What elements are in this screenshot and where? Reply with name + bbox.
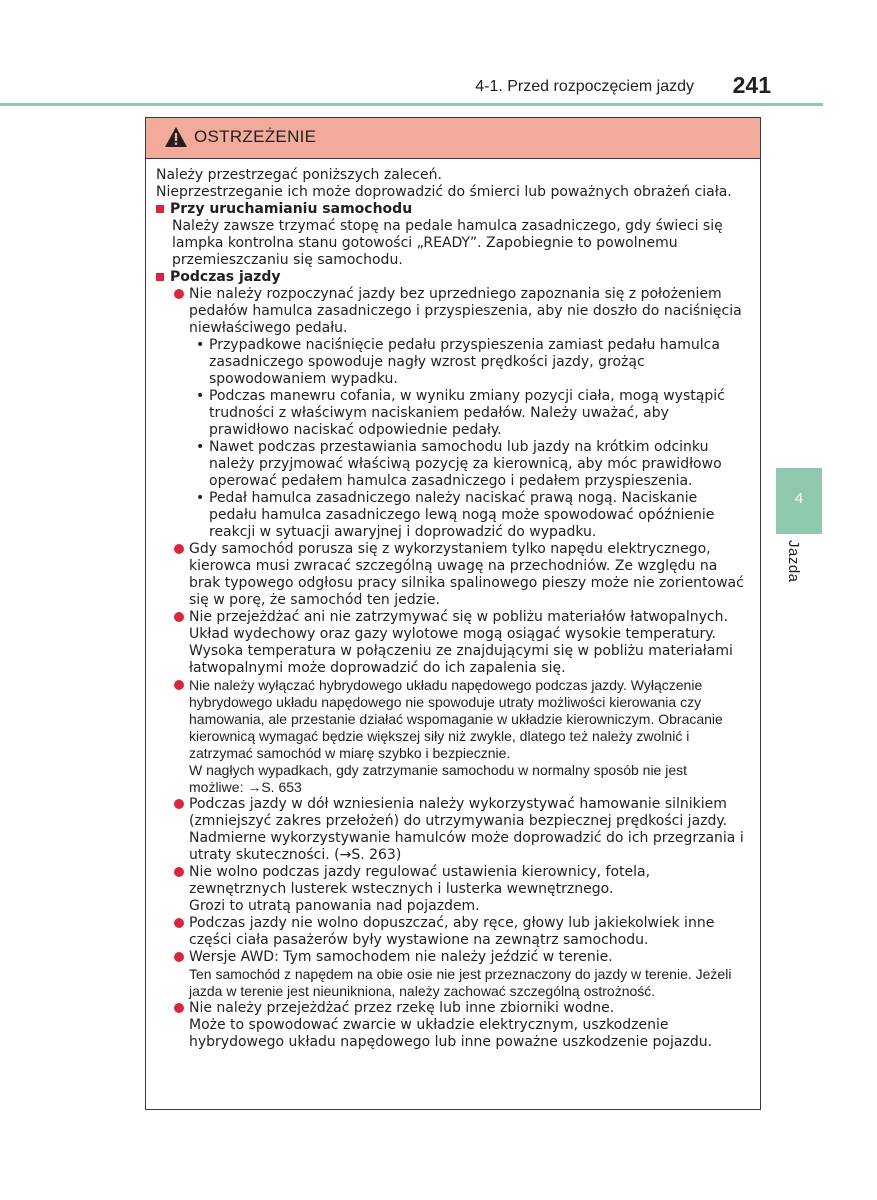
- section-heading: [156, 201, 744, 218]
- list-item-text: Podczas jazdy nie wolno dopuszczać, aby ręce, głowy lub jakiekolwiek inne części ciała pasażerów były wystawione na zewnątrz samochodu.: [189, 915, 715, 948]
- section-heading-text: Podczas jazdy: [170, 269, 281, 285]
- red-dot-bullet-icon: [174, 1003, 184, 1013]
- red-dot-bullet-icon: [174, 612, 184, 622]
- list-item: [156, 796, 744, 864]
- list-item-text: Wersje AWD: Tym samochodem nie należy jeździć w terenie.: [189, 949, 613, 965]
- list-item: [156, 541, 744, 609]
- sub-list-item: [156, 388, 744, 439]
- list-item-note: Może to spowodować zwarcie w układzie elektrycznym, uszkodzenie hybrydowego układu napędowego lub inne poważne uszkodzenie pojazdu.: [189, 1017, 713, 1050]
- bullet-dot-icon: •: [196, 337, 205, 353]
- list-item: [156, 915, 744, 949]
- list-item-text: Nie należy przejeżdżać przez rzekę lub inne zbiorniki wodne.: [189, 1000, 615, 1016]
- sub-list-item-text: Nawet podczas przestawiania samochodu lub jazdy na krótkim odcinku należy przyjmować właściwą pozycję za kierownicą, aby móc prawidłowo operować pedałem hamulca zasadniczego i pedałem przyspieszenia.: [209, 439, 722, 489]
- list-item-text: Nie należy wyłączać hybrydowego układu napędowego podczas jazdy. Wyłączenie hybrydowego układu napędowego nie spowoduje utraty możliwości kierowania czy hamowania, ale przestanie działać wspomaganie w układzie kierowniczym. Obracanie kierownicą wymagać będzie większej siły niż zwykle, dlatego też należy zwolnić i zatrzymać samochód w miarę szybko i bezpiecznie.: [189, 677, 723, 761]
- list-item-note: Grozi to utratą panowania nad pojazdem.: [189, 898, 480, 914]
- red-square-bullet-icon: [156, 205, 164, 213]
- warning-box: [145, 117, 761, 1110]
- intro-line: Należy przestrzegać poniższych zaleceń.: [156, 167, 442, 183]
- red-dot-bullet-icon: [174, 799, 184, 809]
- list-item: [156, 609, 744, 677]
- sub-list-item: [156, 490, 744, 541]
- warning-title: OSTRZEŻENIE: [194, 127, 317, 146]
- list-item-text: Gdy samochód porusza się z wykorzystaniem tylko napędu elektrycznego, kierowca musi zwracać szczególną uwagę na przechodniów. Ze względu na brak typowego odgłosu pracy silnika spalinowego pieszy może nie zorientować się w porę, że samochód ten jedzie.: [189, 541, 744, 608]
- red-square-bullet-icon: [156, 273, 164, 281]
- page-number: 241: [732, 72, 771, 98]
- sub-list-item-text: Pedał hamulca zasadniczego należy naciskać prawą nogą. Naciskanie pedału hamulca zasadniczego lewą nogą może spowodować opóźnienie reakcji w sytuacji awaryjnej i doprowadzić do wypadku.: [209, 490, 715, 540]
- sub-list-item-text: Podczas manewru cofania, w wyniku zmiany pozycji ciała, mogą wystąpić trudności z właściwym naciskaniem pedałów. Należy uważać, aby prawidłowo naciskać odpowiednie pedały.: [209, 388, 725, 438]
- sub-list-item: [156, 337, 744, 388]
- bullet-dot-icon: •: [196, 490, 205, 506]
- warning-content: [146, 159, 760, 1051]
- chapter-title: 4-1. Przed rozpoczęciem jazdy: [475, 78, 694, 95]
- sub-list-item-text: Przypadkowe naciśnięcie pedału przyspieszenia zamiast pedału hamulca zasadniczego spowoduje nagły wzrost prędkości jazdy, grożąc spowodowaniem wypadku.: [209, 337, 720, 387]
- list-item: [156, 949, 744, 1000]
- list-item: [156, 864, 744, 915]
- section-text: Należy zawsze trzymać stopę na pedale hamulca zasadniczego, gdy świeci się lampka kontrolna stanu gotowości „READY”. Zapobiegnie to powolnemu przemieszczaniu się samochodu.: [172, 218, 723, 268]
- list-item-note: W nagłych wypadkach, gdy zatrzymanie samochodu w normalny sposób nie jest możliwe: →S. 653: [189, 762, 688, 795]
- red-dot-bullet-icon: [174, 918, 184, 928]
- red-dot-bullet-icon: [174, 867, 184, 877]
- intro-line: Nieprzestrzeganie ich może doprowadzić do śmierci lub poważnych obrażeń ciała.: [156, 184, 732, 200]
- red-dot-bullet-icon: [174, 544, 184, 554]
- warning-header: [146, 118, 760, 159]
- red-dot-bullet-icon: [174, 680, 184, 690]
- list-item-text: Nie należy rozpoczynać jazdy bez uprzedniego zapoznania się z położeniem pedałów hamulca zasadniczego i przyspieszenia, aby nie doszło do naciśnięcia niewłaściwego pedału.: [189, 286, 742, 336]
- chapter-tab-label: Jazda: [785, 540, 802, 583]
- list-item-note: Układ wydechowy oraz gazy wylotowe mogą osiągać wysokie temperatury. Wysoka temperatura w połączeniu ze znajdującymi się w pobliżu materiałami łatwopalnymi może doprowadzić do ich zapalenia się.: [189, 626, 733, 676]
- header-rule: [0, 103, 823, 106]
- bullet-dot-icon: •: [196, 439, 205, 455]
- list-item-note: Ten samochód z napędem na obie osie nie jest przeznaczony do jazdy w terenie. Jeżeli jazda w terenie jest nieunikniona, należy zachować szczególną ostrożność.: [189, 966, 732, 999]
- bullet-dot-icon: •: [196, 388, 205, 404]
- chapter-tab[interactable]: [776, 468, 822, 534]
- sub-list-item: [156, 439, 744, 490]
- list-item-text: Nie przejeżdżać ani nie zatrzymywać się w pobliżu materiałów łatwopalnych.: [189, 609, 728, 625]
- list-item: [156, 1000, 744, 1051]
- section-heading: [156, 269, 744, 286]
- warning-triangle-icon: [164, 126, 188, 148]
- list-item: [156, 286, 744, 337]
- list-item-note: Nadmierne wykorzystywanie hamulców może doprowadzić do ich przegrzania i utraty skuteczności. (→S. 263): [189, 830, 744, 863]
- page-header: [0, 0, 877, 110]
- list-item-text: Podczas jazdy w dół wzniesienia należy wykorzystywać hamowanie silnikiem (zmniejszyć zakres przełożeń) do utrzymywania bezpiecznej prędkości jazdy.: [189, 796, 728, 829]
- list-item-text: Nie wolno podczas jazdy regulować ustawienia kierownicy, fotela, zewnętrznych lusterek wstecznych i lusterka wewnętrznego.: [189, 864, 651, 897]
- red-dot-bullet-icon: [174, 289, 184, 299]
- list-item: [156, 677, 744, 796]
- red-dot-bullet-icon: [174, 952, 184, 962]
- section-heading-text: Przy uruchamianiu samochodu: [170, 201, 413, 217]
- chapter-tab-number: 4: [794, 490, 804, 507]
